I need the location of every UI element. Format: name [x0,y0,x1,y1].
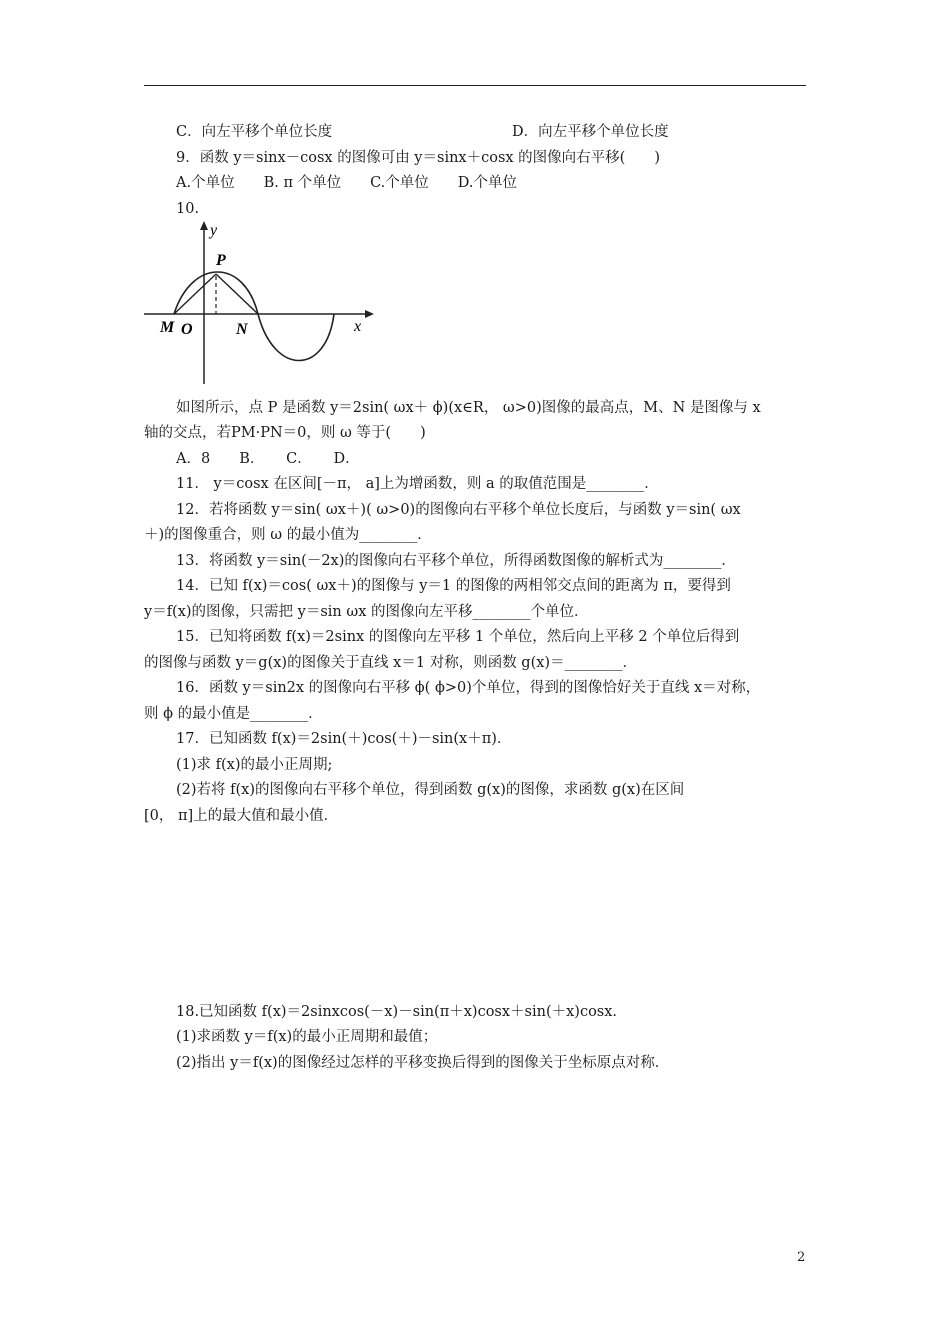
question-14-line1: 14．已知 f(x)＝cos( ωx＋)的图像与 y＝1 的图像的两相邻交点间的距离为 π，要得到 [176,578,731,594]
question-15-line1: 15．已知将函数 f(x)＝2sinx 的图像向左平移 1 个单位，然后向上平移 2 个单位后得到 [176,629,740,645]
question-17-part2-line2: [0， π]上的最大值和最小值． [144,808,339,824]
question-14-line2: y＝f(x)的图像，只需把 y＝sin ωx 的图像向左平移________个单位． [144,604,589,620]
question-11: 11． y＝cosx 在区间[－π， a]上为增函数，则 a 的取值范围是________． [176,476,659,492]
question-9: 9．函数 y＝sinx－cosx 的图像可由 y＝sinx＋cosx 的图像向右平移( ) [176,150,660,166]
label-o: O [181,321,193,338]
question-18-part2: (2)指出 y＝f(x)的图像经过怎样的平移变换后得到的图像关于坐标原点对称． [176,1055,670,1071]
question-15-line2: 的图像与函数 y＝g(x)的图像关于直线 x＝1 对称，则函数 g(x)＝________． [144,655,638,671]
question-17-part1: (1)求 f(x)的最小正周期; [176,757,333,773]
question-13: 13．将函数 y＝sin(－2x)的图像向右平移个单位，所得函数图像的解析式为________． [176,553,736,569]
question-17: 17．已知函数 f(x)＝2sin(＋)cos(＋)－sin(x＋π)． [176,731,512,747]
label-n: N [236,321,248,338]
question-18-part1: (1)求函数 y＝f(x)的最小正周期和最值； [176,1029,438,1045]
question-10-number: 10. [176,201,200,217]
question-10-options: A．8 B． C． D． [176,451,360,467]
label-x: x [354,318,362,335]
sine-graph-figure [140,218,380,386]
question-12-line1: 12．若将函数 y＝sin( ωx＋)( ω>0)的图像向右平移个单位长度后，与函数 y＝sin( ωx [176,502,741,518]
page-number: 2 [797,1250,806,1265]
question-10-line2: 轴的交点，若PM·PN＝0，则 ω 等于( ) [144,425,426,441]
question-17-part2-line1: (2)若将 f(x)的图像向右平移个单位，得到函数 g(x)的图像，求函数 g(x)在区间 [176,782,685,798]
question-10-line1: 如图所示，点 P 是函数 y＝2sin( ωx＋ ϕ)(x∈R， ω>0)图像的最高点，M、N 是图像与 x [176,400,761,416]
question-9-options: A.个单位 B. π 个单位 C.个单位 D.个单位 [176,175,517,191]
x-axis-arrow [365,310,374,318]
question-18: 18.已知函数 f(x)＝2sinxcos(－x)－sin(π＋x)cosx＋sin(＋x)cosx. [176,1004,618,1020]
question-16-line2: 则 ϕ 的最小值是________． [144,706,323,722]
label-p: P [216,252,226,269]
question-16-line1: 16．函数 y＝sin2x 的图像向右平移 ϕ( ϕ>0)个单位，得到的图像恰好关于直线 x＝对称， [176,680,761,696]
sine-curve [174,272,334,361]
label-m: M [160,319,175,336]
label-y: y [210,222,218,239]
header-rule [144,85,806,86]
option-c-line: C．向左平移个单位长度 [176,124,333,140]
segment-pn [216,274,258,314]
y-axis-arrow [200,221,208,230]
option-d-line: D．向左平移个单位长度 [512,124,669,140]
question-12-line2: ＋)的图像重合，则 ω 的最小值为________． [144,527,432,543]
